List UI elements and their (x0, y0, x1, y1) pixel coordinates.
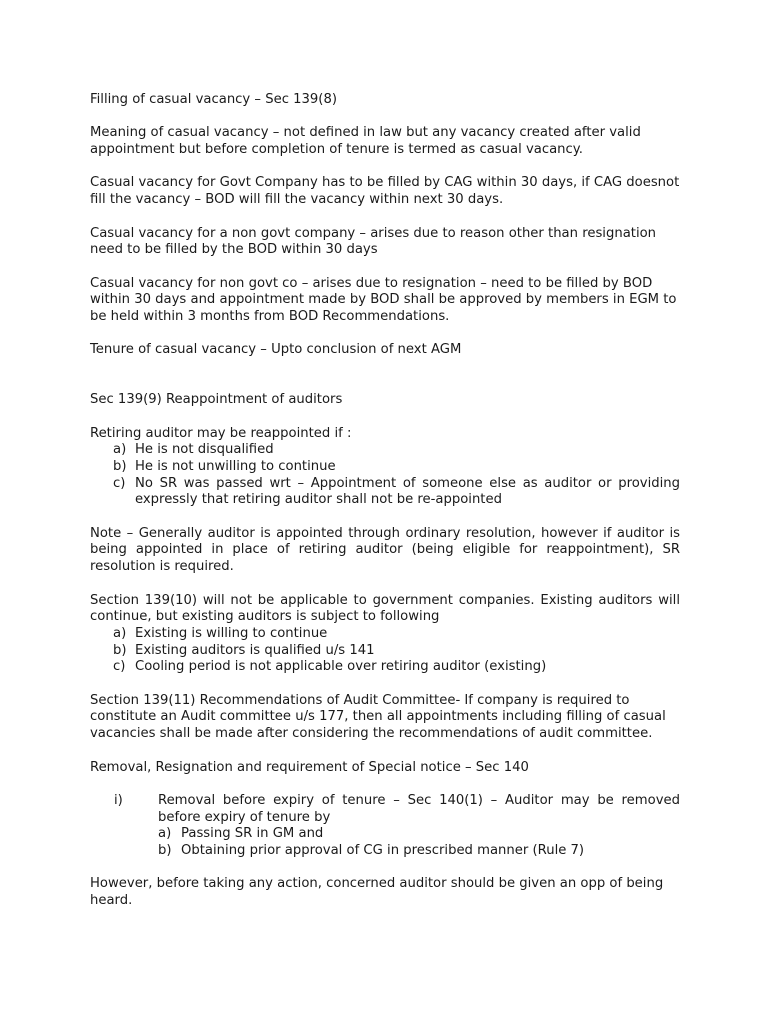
list-item (90, 626, 680, 643)
list-item-text: Obtaining prior approval of CG in prescribed manner (Rule 7) (181, 843, 585, 859)
casual-vacancy-meaning: Meaning of casual vacancy – not defined in law but any vacancy created after valid appointment but before completion of tenure is termed as casual vacancy. (90, 125, 641, 158)
list-item-text: No SR was passed wrt – Appointment of someone else as auditor or providing expressly that retiring auditor shall not be re-appointed (135, 475, 680, 508)
audit-committee-paragraph: Section 139(11) Recommendations of Audit Committee- If company is required to constitute an Audit committee u/s 177, then all appointments including filling of casual vacancies shall be made after considering the recommendations of audit committee. (90, 692, 666, 742)
list-marker: b) (113, 458, 127, 474)
casual-vacancy-non-govt-other: Casual vacancy for a non govt company – arises due to reason other than resignation need to be filled by the BOD within 30 days (90, 225, 657, 258)
list-item-text: Passing SR in GM and (181, 826, 324, 842)
list-marker: c) (113, 659, 126, 675)
list-item-text: He is not unwilling to continue (135, 458, 336, 474)
list-marker: b) (158, 843, 172, 859)
list-marker: a) (113, 442, 127, 458)
list-item-text: Cooling period is not applicable over retiring auditor (existing) (135, 659, 547, 675)
list-item (90, 476, 680, 509)
opportunity-of-being-heard: However, before taking any action, concerned auditor should be given an opp of being heard. (90, 876, 664, 909)
removal-item-i (90, 793, 680, 826)
existing-auditors-list (90, 626, 680, 676)
removal-item-text: Removal before expiry of tenure – Sec 140(1) – Auditor may be removed before expiry of tenure by (158, 792, 680, 825)
list-marker: a) (113, 625, 127, 641)
list-marker: c) (113, 475, 126, 491)
list-item (90, 826, 680, 843)
list-marker: a) (158, 826, 172, 842)
list-marker: b) (113, 642, 127, 658)
list-item (90, 643, 680, 660)
reappointment-intro: Retiring auditor may be reappointed if : (90, 425, 352, 441)
casual-vacancy-govt: Casual vacancy for Govt Company has to be filled by CAG within 30 days, if CAG doesnot fill the vacancy – BOD will fill the vacancy within next 30 days. (90, 175, 680, 208)
list-item-text: Existing is willing to continue (135, 625, 328, 641)
list-item (90, 659, 680, 676)
list-item-text: Existing auditors is qualified u/s 141 (135, 642, 375, 658)
list-item (90, 442, 680, 459)
removal-heading: Removal, Resignation and requirement of Special notice – Sec 140 (90, 759, 529, 775)
list-item (90, 459, 680, 476)
roman-marker: i) (114, 792, 123, 808)
casual-vacancy-non-govt-resignation: Casual vacancy for non govt co – arises due to resignation – need to be filled by BOD within 30 days and appointment made by BOD shall be approved by members in EGM to be held within 3 months from BOD Recommendations. (90, 275, 677, 325)
casual-vacancy-heading: Filling of casual vacancy – Sec 139(8) (90, 92, 337, 107)
government-companies-intro: Section 139(10) will not be applicable to government companies. Existing auditors will continue, but existing auditors is subject to following (90, 592, 680, 625)
reappointment-conditions-list (90, 442, 680, 509)
reappointment-heading: Sec 139(9) Reappointment of auditors (90, 392, 343, 408)
list-item (90, 843, 680, 860)
removal-steps-list (90, 826, 680, 859)
reappointment-note: Note – Generally auditor is appointed through ordinary resolution, however if auditor is being appointed in place of retiring auditor (being eligible for reappointment), SR resolution is required. (90, 525, 680, 575)
casual-vacancy-tenure: Tenure of casual vacancy – Upto conclusion of next AGM (90, 342, 462, 358)
list-item-text: He is not disqualified (135, 442, 274, 458)
